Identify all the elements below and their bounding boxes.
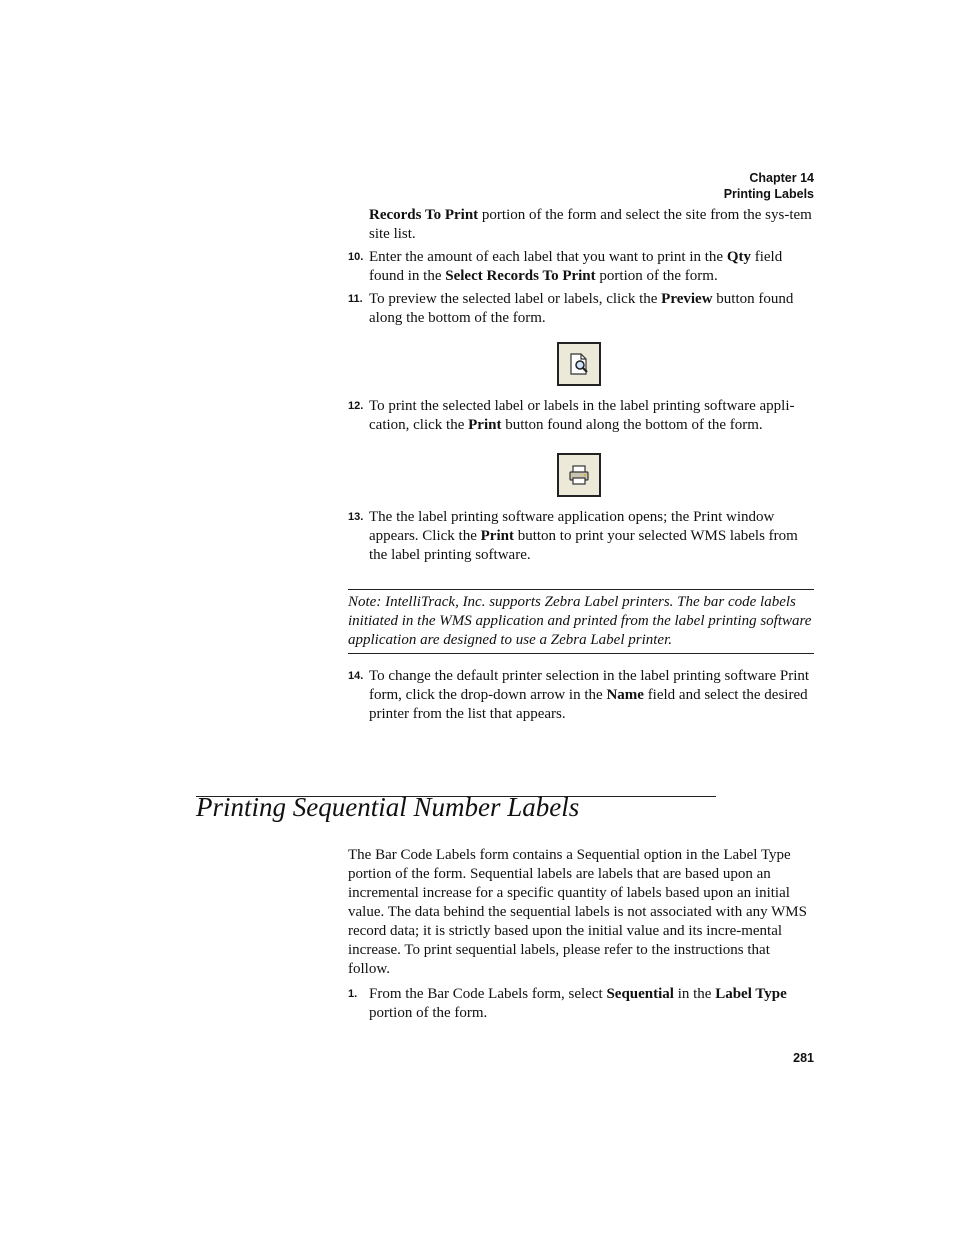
running-header-chapter: Chapter 14	[749, 171, 814, 185]
running-header-title: Printing Labels	[723, 187, 814, 201]
step-14-text: To change the default printer selection in the label printing software Print form, click the drop-down arrow in the Name field and select the desired printer from the list that appears.	[369, 668, 810, 722]
note-bottom-rule	[348, 653, 814, 654]
step-13-text: The the label printing software application opens; the Print window appears. Click the Print button to print your selected WMS labels from the label printing software.	[369, 509, 798, 563]
step-10-text: Enter the amount of each label that you want to print in the Qty field found in the Select Records To Print portion of the form.	[369, 249, 783, 284]
preview-button[interactable]	[557, 342, 601, 386]
note-top-rule	[348, 589, 814, 590]
preview-icon	[566, 351, 592, 377]
note-text: Note: IntelliTrack, Inc. supports Zebra Label printers. The bar code labels initiated in the WMS application and printed from the label printing software application are designed to use a Zebra Label printer.	[348, 594, 812, 648]
continued-paragraph: Records To Print portion of the form and select the site from the sys-tem site list.	[369, 207, 812, 242]
step-number-12: 12.	[348, 400, 364, 412]
step-number-14: 14.	[348, 670, 364, 682]
step-number-10: 10.	[348, 251, 364, 263]
step-12-text: To print the selected label or labels in the label printing software appli-cation, click the Print button found along the bottom of the form.	[369, 398, 795, 433]
section-intro: The Bar Code Labels form contains a Sequential option in the Label Type portion of the form. Sequential labels are labels that are based upon an incremental increase for a specific quantity of labels based upon an initial value. The data behind the sequential labels is not associated with any WMS record data; it is strictly based upon the initial value and its incre-mental increase. To print sequential labels, please refer to the instructions that follow.	[348, 847, 807, 977]
step-1-text: From the Bar Code Labels form, select Sequential in the Label Type portion of the form.	[369, 986, 787, 1021]
step-number-13: 13.	[348, 511, 364, 523]
step-number-1: 1.	[348, 988, 358, 1000]
print-button[interactable]	[557, 453, 601, 497]
printer-icon	[566, 462, 592, 488]
section-title: Printing Sequential Number Labels	[196, 792, 580, 822]
page-number: 281	[793, 1051, 814, 1065]
step-11-text: To preview the selected label or labels, click the Preview button found along the bottom of the form.	[369, 291, 794, 326]
step-number-11: 11.	[348, 293, 363, 305]
